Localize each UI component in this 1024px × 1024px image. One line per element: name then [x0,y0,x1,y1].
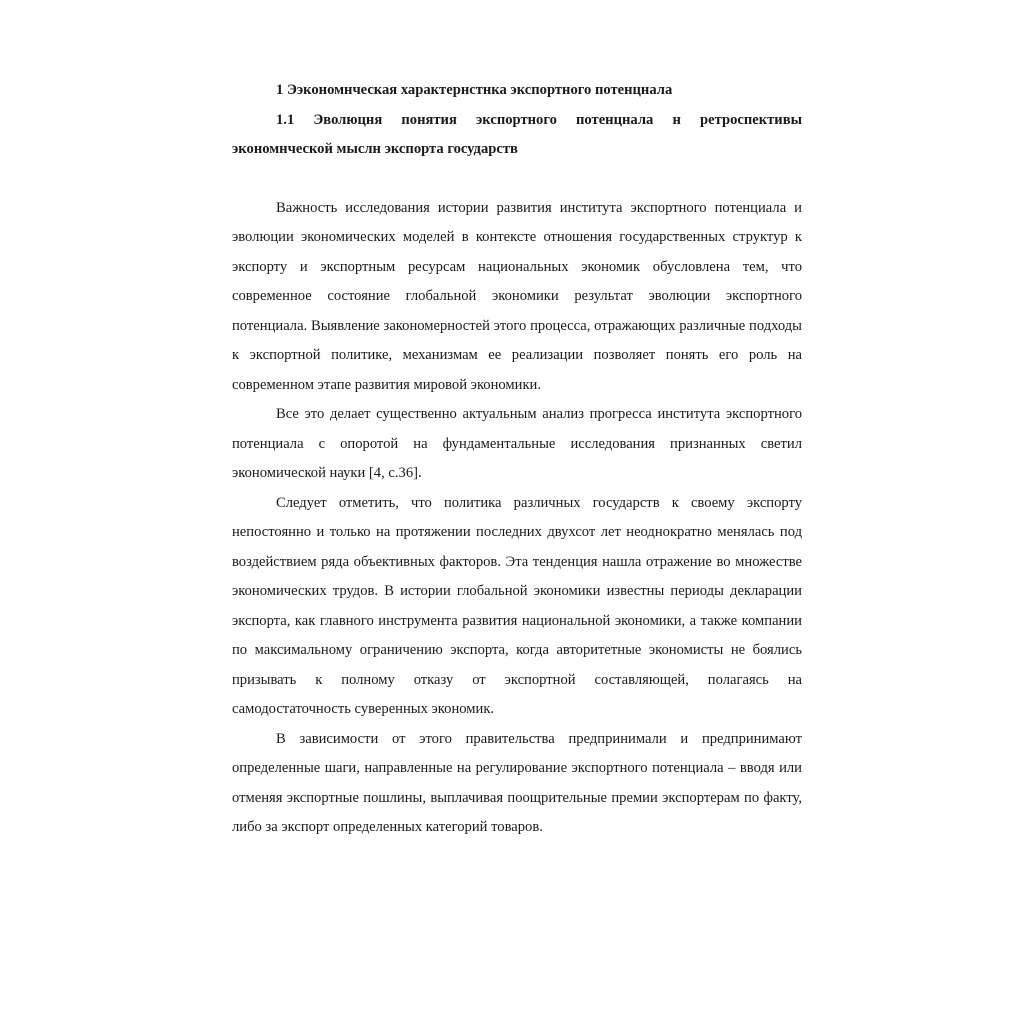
document-page [232,76,802,843]
paragraph-4: В зависимости от этого правительства предпринимали и предпринимают определенные шаги, направленные на регулирование экспортного потенциала – вводя или отменяя экспортные пошлины, выплачивая поощрительные премии экспортерам по факту, либо за экспорт определенных категорий товаров. [232,730,802,835]
section-heading: 1.1 Эволюцня понятия экспортного потенцнала н ретроспективы экономнческой мыслн экспорта государств [232,111,802,157]
paragraph-2: Все это делает существенно актуальным анализ прогресса института экспортного потенциала с опоротой на фундаментальные исследования признанных светил экономической науки [4, с.36]. [232,406,802,481]
paragraph-1: Важность исследования истории развития института экспортного потенциала и эволюции экономических моделей в контексте отношения государственных структур к экспорту и экспортным ресурсам национальных экономик обусловлена тем, что современное состояние глобальной экономики результат эволюции экспортного потенциала. Выявление закономерностей этого процесса, отражающих различные подходы к экспортной политике, механизмам ее реализации позволяет понять его роль на современном этапе развития мировой экономики. [232,199,802,393]
chapter-heading: 1 Ээкономнческая характернстнка экспортного потенцнала [276,82,673,98]
paragraph-3: Следует отметить, что политика различных государств к своему экспорту непостоянно и только на протяжении последних двухсот лет неоднократно менялась под воздействием ряда объективных факторов. Эта тенденция нашла отражение во множестве экономических трудов. В истории глобальной экономики известны периоды декларации экспорта, как главного инструмента развития национальной экономики, а также компании по максимальному ограничению экспорта, когда авторитетные экономисты не боялись призывать к полному отказу от экспортной составляющей, полагаясь на самодостаточность суверенных экономик. [232,494,802,717]
